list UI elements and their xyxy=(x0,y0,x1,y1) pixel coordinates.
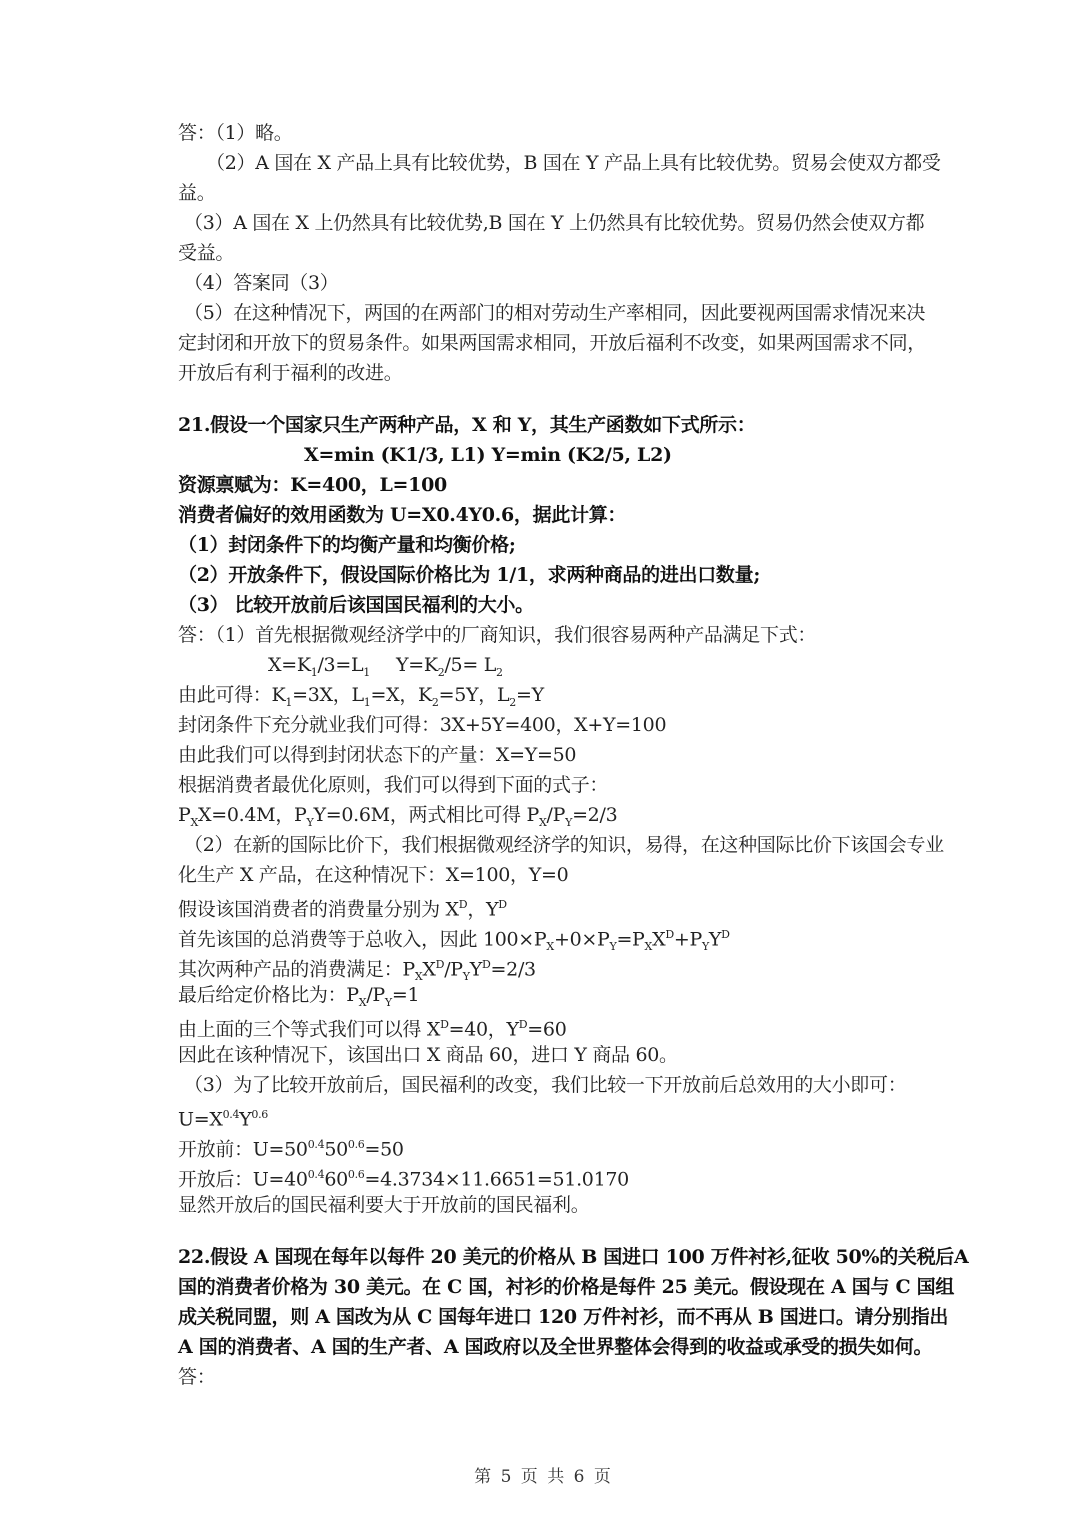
q21-formula: X=min (K1/3, L1) Y=min (K2/5, L2) xyxy=(304,444,672,466)
q20-answer-line: （5）在这种情况下，两国的在两部门的相对劳动生产率相同，因此要视两国需求情况来决 xyxy=(184,302,926,324)
q20-answer-line: （4）答案同（3） xyxy=(184,272,339,294)
q21-answer-line: 化生产 X 产品，在这种情况下：X=100，Y=0 xyxy=(178,864,569,886)
result-line: 由上面的三个等式我们可以得 $X^D=40$，$Y^D=60$ xyxy=(178,1018,567,1041)
q22-line: A 国的消费者、A 国的生产者、A 国政府以及全世界整体会得到的收益或承受的损失如何。 xyxy=(178,1336,933,1358)
q22-line: 成关税同盟，则 A 国改为从 C 国每年进口 120 万件衬衫，而不再从 B 国进口。请分别指出 xyxy=(178,1306,949,1328)
price-ratio-line: $P_XX=0.4M$，$P_YY=0.6M$，两式相比可得 $P_X/P_Y=2/3$ xyxy=(178,804,618,829)
q22-line: 国的消费者价格为 30 美元。在 C 国，衬衫的价格是每件 25 美元。假设现在 A 国与 C 国组 xyxy=(178,1276,955,1298)
consumption-line: 假设该国消费者的消费量分别为 $X^D$，$Y^D$ xyxy=(178,898,507,921)
q21-answer-line: （2）在新的国际比价下，我们根据微观经济学的知识，易得，在这种国际比价下该国会专业 xyxy=(184,834,944,856)
q21-answer-line: （3）为了比较开放前后，国民福利的改变，我们比较一下开放前后总效用的大小即可： xyxy=(184,1074,907,1096)
q21-resources: 资源禀赋为：K=400，L=100 xyxy=(178,474,447,496)
q20-answer-line: （3）A 国在 X 上仍然具有比较优势,B 国在 Y 上仍然具有比较优势。贸易仍然会使双方都 xyxy=(184,212,925,234)
q21-answer-line: 根据消费者最优化原则，我们可以得到下面的式子： xyxy=(178,774,609,796)
total-consumption-line: 首先该国的总消费等于总收入，因此 $100\times P_X+0\times P_Y=P_XX^D+P_YY^D$ xyxy=(178,928,730,954)
after-opening-line: 开放后：$U=40^{0.4}60^{0.6}=4.3734\times 11.6651=51.0170$ xyxy=(178,1168,629,1191)
q20-answer-line: 答：（1）略。 xyxy=(178,122,293,144)
document-body xyxy=(178,118,978,1392)
q22-answer: 答： xyxy=(178,1366,216,1388)
utility-line: $U=X^{0.4}Y^{0.6}$ xyxy=(178,1108,268,1131)
q20-answer-line: 定封闭和开放下的贸易条件。如果两国需求相同，开放后福利不改变，如果两国需求不同， xyxy=(178,332,927,354)
q21-subquestion: （1）封闭条件下的均衡产量和均衡价格; xyxy=(178,534,516,556)
q21-answer-line: 因此在该种情况下，该国出口 X 商品 60，进口 Y 商品 60。 xyxy=(178,1044,678,1066)
q21-subquestion: （2）开放条件下，假设国际价格比为 1/1，求两种商品的进出口数量; xyxy=(178,564,761,586)
q21-answer-line: 由此我们可以得到封闭状态下的产量：X=Y=50 xyxy=(178,744,577,766)
given-price-line: 最后给定价格比为：$P_X/P_Y=1$ xyxy=(178,984,420,1009)
q20-answer-line: 受益。 xyxy=(178,242,235,264)
page-footer: 第 5 页 共 6 页 xyxy=(474,1467,613,1487)
consumption-ratio-line: 其次两种产品的消费满足：$P_XX^D/P_YY^D=2/3$ xyxy=(178,958,536,984)
before-opening-line: 开放前：$U=50^{0.4}50^{0.6}=50$ xyxy=(178,1138,404,1161)
q21-answer-line: 显然开放后的国民福利要大于开放前的国民福利。 xyxy=(178,1194,590,1216)
q21-subquestion: （3） 比较开放前后该国国民福利的大小。 xyxy=(178,594,534,616)
q22-line: 22.假设 A 国现在每年以每件 20 美元的价格从 B 国进口 100 万件衬衫,征收 50%的关税后A xyxy=(178,1246,969,1268)
q20-answer-line: 开放后有利于福利的改进。 xyxy=(178,362,403,384)
q21-title: 21.假设一个国家只生产两种产品，X 和 Y，其生产函数如下式所示： xyxy=(178,414,756,436)
derivation-line: 由此可得：$K_1=3X$，$L_1=X$，$K_2=5Y$，$L_2=Y$ xyxy=(178,684,544,709)
q20-answer-line: （2）A 国在 X 产品上具有比较优势，B 国在 Y 产品上具有比较优势。贸易会使双方都受 xyxy=(206,152,941,174)
equation-line: $X=K_1/3=L_1$ $Y=K_2/5= L_2$ xyxy=(268,654,503,679)
q20-answer-line: 益。 xyxy=(178,182,216,204)
q21-answer-line: 答：（1）首先根据微观经济学中的厂商知识，我们很容易两种产品满足下式： xyxy=(178,624,817,646)
q21-answer-line: 封闭条件下充分就业我们可得：3X+5Y=400，X+Y=100 xyxy=(178,714,667,736)
q21-utility: 消费者偏好的效用函数为 U=X0.4Y0.6，据此计算： xyxy=(178,504,627,526)
